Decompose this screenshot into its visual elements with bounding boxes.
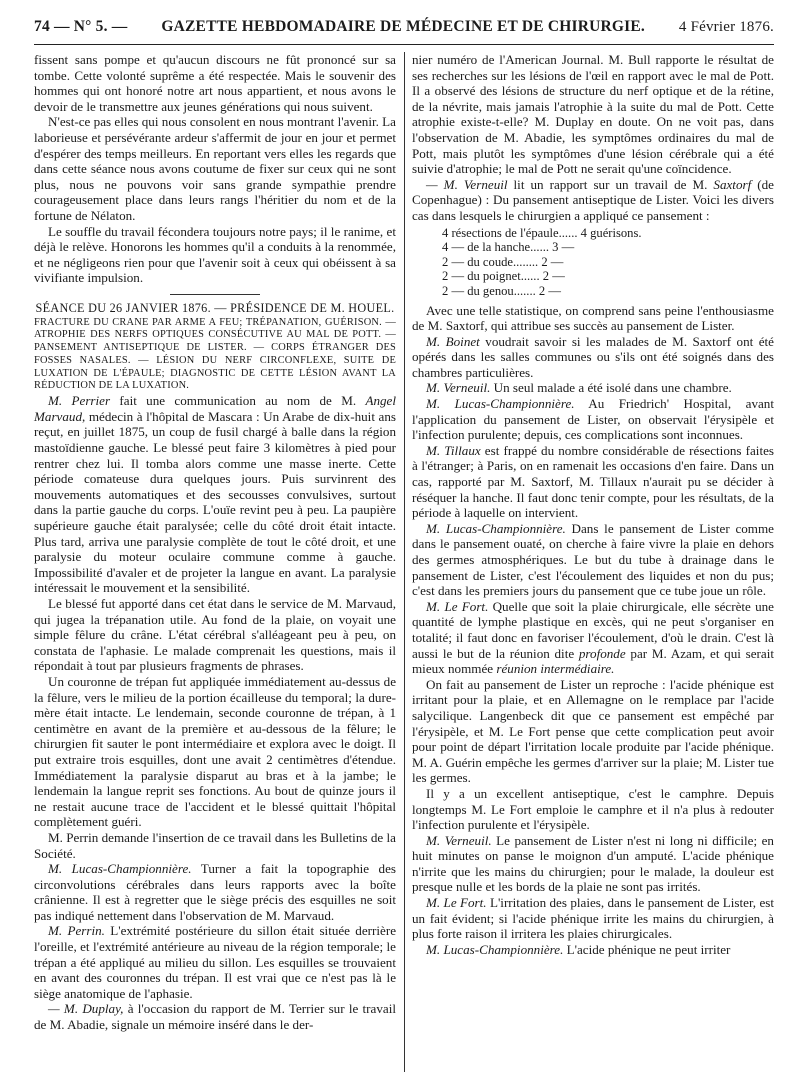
list-item: 4 — de la hanche...... 3 — xyxy=(442,240,575,255)
paragraph xyxy=(34,1001,396,1032)
columns xyxy=(34,52,774,1033)
text: voudrait savoir si les malades de M. Saxtorf ont été opérés dans les salles communes ou s'ils ont été soignés dans des chambres particulières. xyxy=(412,333,774,380)
paragraph xyxy=(412,895,774,942)
speaker-name: M. Lucas-Championnière. xyxy=(426,396,575,412)
page-header xyxy=(34,18,774,45)
paragraph xyxy=(412,334,774,381)
text: Un seul malade a été isolé dans une chambre. xyxy=(490,380,732,396)
paragraph xyxy=(412,942,774,958)
journal-title: GAZETTE HEBDOMADAIRE DE MÉDECINE ET DE CHIRURGIE. xyxy=(161,18,645,35)
paragraph xyxy=(412,521,774,599)
text: Le pansement de Lister n'est ni long ni difficile; en huit minutes on panse le moignon d'un amputé. L'acide phénique n'irrite que les mains du chirurgien; pour le malade, la douleur est presque nulle et les bords de la plaie ne sont pas irrités. xyxy=(412,832,774,895)
paragraph: On fait au pansement de Lister un reproche : l'acide phénique est irritant pour la plaie, et en Allemagne on le remplace par l'acide salycilique. Langenbeck dit que ce pansement est empêché par l'érysipèle, et M. Le Fort pense que cette complication peut avoir pour point de départ l'irritation locale produite par l'acide phénique. M. A. Guérin empêche les germes d'arriver sur la plaie; M. Lister tue les germes. xyxy=(412,676,774,786)
text: lit un rapport sur un travail de M. xyxy=(507,176,714,192)
speaker-name: M. Lucas-Championnière. xyxy=(48,861,192,877)
speaker-name: M. Tillaux xyxy=(426,442,481,458)
text: à l'occasion du rapport de M. Terrier sur le travail de M. Abadie, signale un mémoire inséré dans le der- xyxy=(34,1001,396,1033)
speaker-name: M. Perrier xyxy=(48,393,111,409)
speaker-name: M. Verneuil. xyxy=(426,832,492,848)
section-rule xyxy=(170,294,260,295)
right-column xyxy=(412,52,774,1033)
speaker-name: M. Le Fort. xyxy=(426,895,487,911)
text: Quelle que soit la plaie chirurgicale, elle sécrète une quantité de lymphe plastique en excès, qui ne peut s'organiser en totalité; il faut donc en favoriser l'écoulement, d'où le drain. C'est là aussi le but de la réunion dite xyxy=(412,598,774,661)
speaker-name: M. Verneuil. xyxy=(426,380,491,396)
page-number-issue xyxy=(34,18,127,36)
issue-date: 4 Février 1876. xyxy=(678,19,774,35)
paragraph xyxy=(412,599,774,677)
speaker-name: — M. Verneuil xyxy=(426,176,508,192)
speaker-name: M. Lucas-Championnière. xyxy=(426,941,564,957)
left-column xyxy=(34,52,396,1033)
session-summary: FRACTURE DU CRANE PAR ARME A FEU; TRÉPANATION, GUÉRISON. — ATROPHIE DES NERFS OPTIQUES CONSÉCUTIVE AU MAL DE POTT. — PANSEMENT ANTISEPTIQUE DE LISTER. — CORPS ÉTRANGER DES FOSSES NASALES. — LÉSION DU NERF CIRCONFLEXE, SUITE DE LUXATION DE L'ÉPAULE; DIAGNOSTIC DE CETTE LÉSION AVANT LA RÉDUCTION DE LA LUXATION. xyxy=(34,316,396,392)
speaker-name: M. Perrin. xyxy=(48,923,105,939)
text: est frappé du nombre considérable de résections faites à l'étranger; à Paris, on en ramenait les occasions d'en faire. Dans un cas, rapporté par M. Saxtorf, M. Tillaux n'aurait pu se décider à réséquer la hanche. Il faut donc tenir compte, pour les résultats, de la période à laquelle on intervient. xyxy=(412,442,774,521)
paragraph xyxy=(412,396,774,443)
paragraph xyxy=(412,833,774,895)
paragraph: Le souffle du travail fécondera toujours notre pays; il le ranime, et déjà le relève. Honorons les hommes qu'il a conduits à la renommée, et ne négligeons rien pour que l'avenir soit à ceux qui obéissent à sa vivifiante impulsion. xyxy=(34,223,396,286)
paragraph: fissent sans pompe et qu'aucun discours ne fût prononcé sur sa tombe. Cette volonté suprême a été respectée. Mais le souvenir des hommes qui ont honoré notre art nous appartient, et nous avons le devoir de le transmettre aux jeunes générations qui nous suivent. xyxy=(34,52,396,114)
text: Dans le pansement de Lister comme dans le pansement ouaté, on cherche à faire vivre la plaie en dehors des germes atmosphériques. Le but du tube à drainage dans le pansement de Lister, c'est l'écoulement des liquides et non du pus; c'est dans les premiers jours du pansement que ce tube joue un rôle. xyxy=(412,520,774,599)
paragraph: Un couronne de trépan fut appliquée immédiatement au-dessus de la fêlure, vers le milieu de la portion écailleuse du temporal; la dure-mère était intacte. Le lendemain, seconde couronne de trépan, à 1 centimètre en avant de la première et au-dessous de la fêlure; le chirurgien fit sauter le pont intermédiaire et explora avec le doigt. Il put extraire trois esquilles, dont une avait 2 centimètres d'étendue. Immédiatement la paralysie disparut au bras et à la jambe; le lendemain la langue reprit ses fonctions. Au bout de quinze jours il ne restait aucune trace de l'accident et le blessé quittait l'hôpital complètement guéri. xyxy=(34,673,396,830)
speaker-name: M. Le Fort. xyxy=(426,598,489,614)
issue-number: — N° 5. — xyxy=(53,18,128,35)
paragraph: nier numéro de l'American Journal. M. Bull rapporte le résultat de ses recherches sur les lésions de l'œil en rapport avec le mal de Pott. Il a observé des lésions de structure du nerf optique et de la rétine, de la névrite, mais jamais l'atrophie à la suite du mal de Pott. Cette atrophie existe-t-elle? M. Duplay en doute. On ne voit pas, dans l'observation de M. Abadie, les symptômes ordinaires du mal de Pott, mais plutôt les symptômes d'une lésion cérébrale qui a été suivie d'atrophie; le mal de Pott ne serait qu'une coïncidence. xyxy=(412,52,774,177)
text: fait une communication au nom de M. xyxy=(110,393,366,409)
list-item: 4 résections de l'épaule...... 4 guérisons. xyxy=(442,225,642,240)
list-item: 2 — du poignet...... 2 — xyxy=(442,269,565,284)
text: L'extrémité postérieure du sillon était située derrière l'oreille, et l'extrémité antérieure au niveau de la région temporale; le trépan a été appliqué au milieu du sillon. Les esquilles se trouvaient en avant des couronnes du trépan. Il est vrai que ce n'est pas là le siège anatomique de l'aphasie. xyxy=(34,923,396,1001)
italic-term: profonde xyxy=(578,645,626,661)
paragraph xyxy=(412,443,774,521)
speaker-name: — M. Duplay, xyxy=(48,1001,124,1017)
text: L'irritation des plaies, dans le pansement de Lister, est un fait évident; si l'acide phénique irrite les mains du chirurgien, à plus forte raison il irritera les plaies chirurgicales. xyxy=(412,895,775,942)
speaker-name: M. Boinet xyxy=(426,333,480,349)
author-name: Saxtorf xyxy=(713,176,752,192)
text: L'acide phénique ne peut irriter xyxy=(563,941,731,957)
paragraph xyxy=(34,861,396,923)
paragraph xyxy=(34,923,396,1001)
italic-term: réunion intermédiaire. xyxy=(496,661,615,677)
text: Turner a fait la topographie des circonvolutions cérébrales dans leurs rapports avec la boîte crânienne. Il est à regretter que le siège précis des esquilles ne soit pas indiqué nettement dans l'observation de M. Marvaud. xyxy=(34,861,396,923)
text: , médecin à l'hôpital de Mascara : Un Arabe de dix-huit ans reçut, en juillet 1875, un coup de fusil chargé à balle dans la région mastoïdienne gauche. Le blessé peut faire 3 kilomètres à pied pour rentrer chez lui. Il tomba alors comme une masse inerte. Cette période comateuse dura quelques jours. Puis survinrent des mouvements automatiques et des secousses convulsives, surtout dans la partie gauche du corps. L'ouïe revint peu à peu. La paupière supérieure gauche était paralysée; celle du côté droit était intacte. Plus tard, arriva une paralysie complète de tout le côté droit, et une paralysie du moteur oculaire commune comme à gauche. Impossibilité d'avaler et de projeter la langue en avant. La paralysie intéressait le mouvement et la sensibilité. xyxy=(34,408,396,596)
paragraph: Le blessé fut apporté dans cet état dans le service de M. Marvaud, qui jugea la trépanation utile. Au fond de la plaie, on voyait une simple fêlure du crâne. L'état cérébral s'alléageant peu à peu, on constata de l'aphasie. Le malade comprenait les questions, mais il répondait à tout par plusieurs fragments de phrases. xyxy=(34,596,396,674)
text: par M. Azam, et qui serait mieux nommée xyxy=(412,645,774,677)
list-item: 2 — du genou....... 2 — xyxy=(442,283,561,298)
list-item: 2 — du coude........ 2 — xyxy=(442,254,564,269)
page-number: 74 xyxy=(34,18,50,35)
paragraph xyxy=(412,380,774,396)
text: Au Friedrich' Hospital, avant l'application du pansement de Lister, on observait l'érysipèle et l'infection purulente; depuis, ces complications sont inconnues. xyxy=(412,396,774,443)
seance-heading: SÉANCE DU 26 JANVIER 1876. — PRÉSIDENCE DE M. HOUEL. xyxy=(35,300,395,315)
paragraph: M. Perrin demande l'insertion de ce travail dans les Bulletins de la Société. xyxy=(34,829,396,861)
resection-statistics xyxy=(442,226,774,299)
author-name: Angel Marvaud xyxy=(34,393,396,424)
speaker-name: M. Lucas-Championnière. xyxy=(426,520,566,536)
paragraph xyxy=(34,393,396,596)
text: (de Copenhague) : Du pansement antiseptique de Lister. Voici les divers cas dans lesquels le chirurgien a appliqué ce pansement : xyxy=(412,176,774,223)
paragraph: Il y a un excellent antiseptique, c'est le camphre. Depuis longtemps M. Le Fort emploie le camphre et il n'a plus à redouter l'infection purulente et l'érysipèle. xyxy=(412,785,774,833)
paragraph: N'est-ce pas elles qui nous consolent en nous montrant l'avenir. La laborieuse et persévérante ardeur s'affermit de jour en jour et permet d'espérer des temps meilleurs. En reportant vers elles les regards que dans cette séance nous avons coutume de fixer sur ceux qui ne sont plus, nous ne pouvons voir sans grande sympathie prendre courageusement place dans leurs rangs l'héritier du nom et de la fortune de Nélaton. xyxy=(34,114,396,223)
newspaper-page xyxy=(34,18,774,1078)
paragraph xyxy=(412,177,774,224)
paragraph: Avec une telle statistique, on comprend sans peine l'enthousiasme de M. Saxtorf, qui attribue ses succès au pansement de Lister. xyxy=(412,302,774,334)
